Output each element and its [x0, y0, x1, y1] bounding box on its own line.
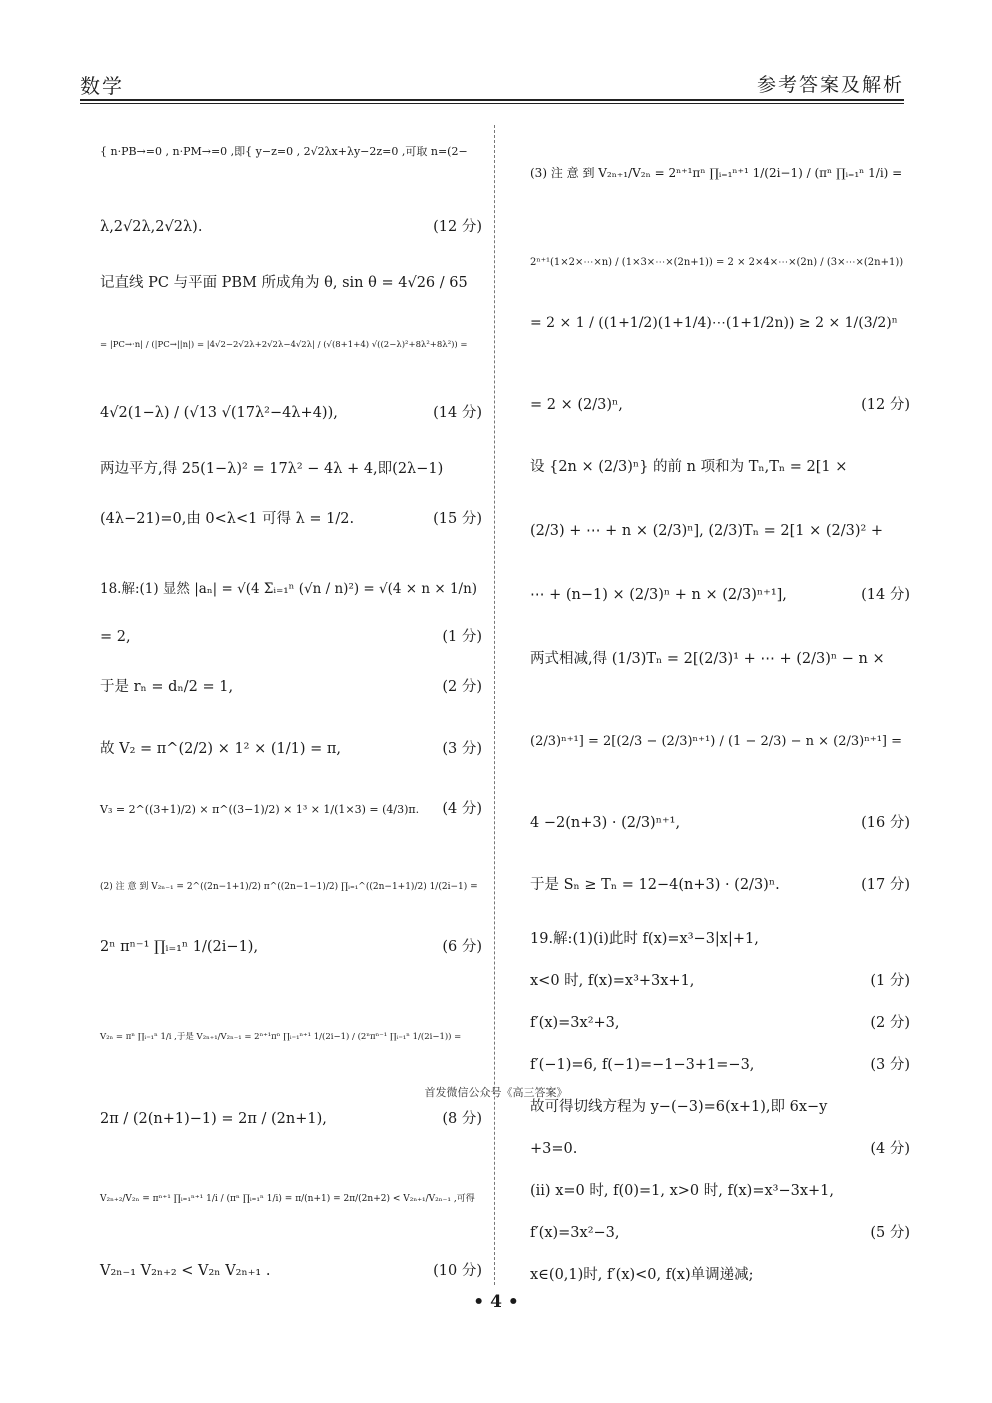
- solution-line: 4√2(1−λ) / (√13 √(17λ²−4λ+4)), (14 分): [100, 405, 482, 421]
- solution-line: V₂ₙ = πⁿ ∏ᵢ₌₁ⁿ 1/i ,于是 V₂ₙ₊₁/V₂ₙ₋₁ = 2ⁿ⁺¹πⁿ ∏ᵢ₌₁ⁿ⁺¹ 1/(2i−1) / (2ⁿπⁿ⁻¹ ∏ᵢ₌₁ⁿ 1/(2i−1)) =: [100, 1032, 462, 1042]
- solution-line: 18.解:(1) 显然 |aₙ| = √(4 Σᵢ₌₁ⁿ (√n / n)²) = √(4 × n × 1/n): [100, 581, 478, 597]
- solution-line: 故可得切线方程为 y−(−3)=6(x+1),即 6x−y: [530, 1099, 828, 1115]
- header-rule-thin: [80, 103, 904, 104]
- solution-line: = 2 × 1 / ((1+1/2)(1+1/4)⋯(1+1/2n)) ≥ 2 × 1/(3/2)ⁿ: [530, 315, 898, 331]
- solution-line: (3) 注 意 到 V₂ₙ₊₁/V₂ₙ = 2ⁿ⁺¹πⁿ ∏ᵢ₌₁ⁿ⁺¹ 1/(2i−1) / (πⁿ ∏ᵢ₌₁ⁿ 1/i) =: [530, 166, 903, 180]
- solution-line: f′(x)=3x²−3, (5 分): [530, 1225, 910, 1241]
- solution-line: V₃ = 2^((3+1)/2) × π^((3−1)/2) × 1³ × 1/(1×3) = (4/3)π. (4 分): [100, 801, 482, 817]
- solution-line: = |PC→·n| / (|PC→||n|) = |4√2−2√2λ+2√2λ−4√2λ| / (√(8+1+4) √((2−λ)²+8λ²+8λ²)) =: [100, 340, 468, 350]
- solution-line: 2π / (2(n+1)−1) = 2π / (2n+1), (8 分): [100, 1111, 482, 1127]
- solution-line: = 2, (1 分): [100, 629, 482, 645]
- solution-line: f′(x)=3x²+3, (2 分): [530, 1015, 910, 1031]
- subject-label: 数学: [80, 74, 124, 98]
- solution-line: λ,2√2λ,2√2λ). (12 分): [100, 219, 482, 235]
- solution-line: 于是 Sₙ ≥ Tₙ = 12−4(n+3) · (2/3)ⁿ. (17 分): [530, 877, 910, 893]
- solution-line: 两边平方,得 25(1−λ)² = 17λ² − 4λ + 4,即(2λ−1): [100, 461, 444, 477]
- solution-line: 两式相减,得 (1/3)Tₙ = 2[(2/3)¹ + ⋯ + (2/3)ⁿ − n ×: [530, 651, 885, 667]
- solution-line: x∈(0,1)时, f′(x)<0, f(x)单调递减;: [530, 1267, 754, 1283]
- solution-line: (2/3)ⁿ⁺¹] = 2[(2/3 − (2/3)ⁿ⁺¹) / (1 − 2/3) − n × (2/3)ⁿ⁺¹] =: [530, 734, 903, 749]
- solution-line: +3=0. (4 分): [530, 1141, 910, 1157]
- solution-line: 记直线 PC 与平面 PBM 所成角为 θ, sin θ = 4√26 / 65: [100, 275, 468, 291]
- solution-line: x<0 时, f(x)=x³+3x+1, (1 分): [530, 973, 910, 989]
- solution-line: 19.解:(1)(ⅰ)此时 f(x)=x³−3|x|+1,: [530, 931, 759, 947]
- solution-line: (2) 注 意 到 V₂ₙ₋₁ = 2^((2n−1+1)/2) π^((2n−1−1)/2) ∏ᵢ₌₁^((2n−1+1)/2) 1/(2i−1) =: [100, 882, 478, 892]
- solution-line: = 2 × (2/3)ⁿ, (12 分): [530, 397, 910, 413]
- watermark-note: 首发微信公众号《高三答案》: [424, 1086, 568, 1099]
- solution-line: ⋯ + (n−1) × (2/3)ⁿ + n × (2/3)ⁿ⁺¹], (14 分): [530, 587, 910, 603]
- solution-line: V₂ₙ₋₁ V₂ₙ₊₂ < V₂ₙ V₂ₙ₊₁ . (10 分): [100, 1263, 482, 1279]
- column-divider: [494, 125, 495, 1285]
- solution-line: f′(−1)=6, f(−1)=−1−3+1=−3, (3 分): [530, 1057, 910, 1073]
- solution-line: { n·PB→=0 , n·PM→=0 ,即{ y−z=0 , 2√2λx+λy−2z=0 ,可取 n=(2−: [100, 145, 468, 158]
- solution-line: 2ⁿ⁺¹(1×2×⋯×n) / (1×3×⋯×(2n+1)) = 2 × 2×4×⋯×(2n) / (3×⋯×(2n+1)): [530, 257, 904, 268]
- solution-line: 故 V₂ = π^(2/2) × 1² × (1/1) = π, (3 分): [100, 741, 482, 757]
- solution-line: V₂ₙ₊₂/V₂ₙ = πⁿ⁺¹ ∏ᵢ₌₁ⁿ⁺¹ 1/i / (πⁿ ∏ᵢ₌₁ⁿ 1/i) = π/(n+1) = 2π/(2n+2) < V₂ₙ₊₁/V₂ₙ₋₁ ,可得: [100, 1194, 475, 1204]
- solution-line: 于是 rₙ = dₙ/2 = 1, (2 分): [100, 679, 482, 695]
- document-title: 参考答案及解析: [756, 74, 904, 96]
- solution-line: (ⅱ) x=0 时, f(0)=1, x>0 时, f(x)=x³−3x+1,: [530, 1183, 834, 1199]
- solution-line: (2/3) + ⋯ + n × (2/3)ⁿ], (2/3)Tₙ = 2[1 × (2/3)² +: [530, 523, 884, 539]
- solution-line: 4 −2(n+3) · (2/3)ⁿ⁺¹, (16 分): [530, 815, 910, 831]
- header-rule: [80, 99, 904, 101]
- page-number: • 4 •: [473, 1292, 519, 1312]
- solution-line: 2ⁿ πⁿ⁻¹ ∏ᵢ₌₁ⁿ 1/(2i−1), (6 分): [100, 939, 482, 955]
- solution-line: (4λ−21)=0,由 0<λ<1 可得 λ = 1/2. (15 分): [100, 511, 482, 527]
- solution-line: 设 {2n × (2/3)ⁿ} 的前 n 项和为 Tₙ,Tₙ = 2[1 ×: [530, 459, 848, 475]
